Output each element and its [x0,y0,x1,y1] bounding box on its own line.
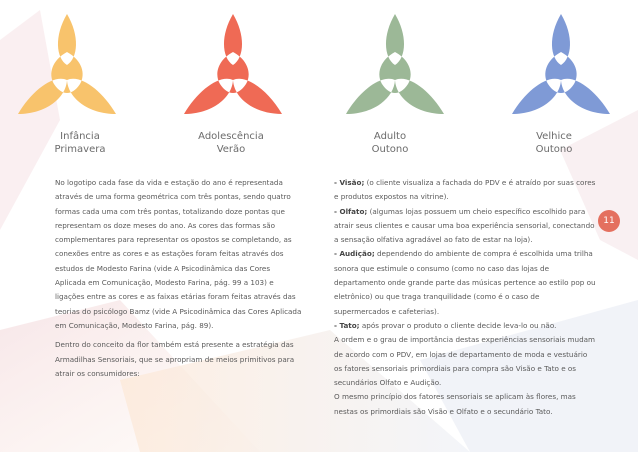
caption-velhice [494,130,614,156]
sense-key: - Tato; [334,320,360,330]
caption-line: Velhice [536,131,572,142]
caption-line: Outono [535,144,573,155]
sense-text: após provar o produto o cliente decide leva-lo ou não. [359,320,557,330]
sense-text: (algumas lojas possuem um cheio específico escolhido para atrair seus clientes e causar uma boa experiência sensorial, conectando a sensação olfativa agradável ao fato de estar na loja). [334,206,595,245]
logo-adulto [340,10,450,120]
caption-adolescencia [171,130,291,156]
flowers-paragraph: O mesmo princípio dos fatores sensoriais se aplicam às flores, mas nestas os primordiais são Visão e Olfato e o secundário Tato. [334,392,576,416]
logo-velhice [506,10,616,120]
sense-audicao-paragraph [334,247,596,318]
left-text-column [55,176,303,381]
sense-text: (o cliente visualiza a fachada do PDV e é atraído por suas cores e produtos expostos na vitrine). [334,178,596,202]
caption-line: Outono [371,144,409,155]
sense-visao-paragraph [334,176,596,205]
three-point-flower-icon [18,14,116,114]
caption-adulto [330,130,450,156]
three-point-flower-icon [184,14,282,114]
three-point-flower-icon [512,14,610,114]
sense-key: - Olfato; [334,206,368,216]
caption-line: Primavera [54,144,106,155]
caption-line: Infância [60,131,100,142]
page-number-badge: 11 [598,210,620,232]
caption-line: Verão [216,144,246,155]
sense-tato-paragraph [334,319,596,333]
caption-infancia [20,130,140,156]
sense-text: dependendo do ambiente de compra é escolhida uma trilha sonora que estimule o consumo (como no caso das lojas de departamento onde grande parte das músicas pertence ao estilo pop ou eletrônico) ou que traga tranquilidade (como é o caso de supermercados e cafeterias). [334,249,596,316]
caption-line: Adulto [373,131,407,142]
sense-olfato-paragraph [334,205,596,248]
right-text-column [334,176,596,419]
three-point-flower-icon [346,14,444,114]
sensory-traps-intro-paragraph: Dentro do conceito da flor também está presente a estratégia das Armadilhas Sensoriais, que se apropriam de meios primitivos para atrair os consumidores: [55,340,295,378]
sense-key: - Audição; [334,249,375,259]
order-paragraph: A ordem e o grau de importância destas experiências sensoriais mudam de acordo com o PDV, em lojas de departamento de moda e vestuário os fatores sensoriais primordiais para compra são Visão e Tato e os secundários Olfato e Audição. [334,335,596,388]
logo-infancia [12,10,122,120]
logo-explanation-paragraph: No logotipo cada fase da vida e estação do ano é representada através de uma forma geométrica com três pontas, sendo quatro formas cada uma com três pontas, totalizando doze pontas que representam os doze meses do ano. As cores das formas são complementares para representar os opostos se completando, as conexões entre as cores e as estações foram feitas através dos estudos de Modesto Farina (vide A Psicodinâmica das Cores Aplicada em Comunicação, Modesto Farina, pág. 99 a 103) e ligações entre as cores e as faixas etárias foram feitas através das teorias do psicólogo Bamz (vide A Psicodinâmica das Cores Aplicada em Comunicação, Modesto Farina, pág. 89). [55,178,302,330]
logo-adolescencia [178,10,288,120]
sense-key: - Visão; [334,178,365,187]
caption-line: Adolescência [198,131,264,142]
